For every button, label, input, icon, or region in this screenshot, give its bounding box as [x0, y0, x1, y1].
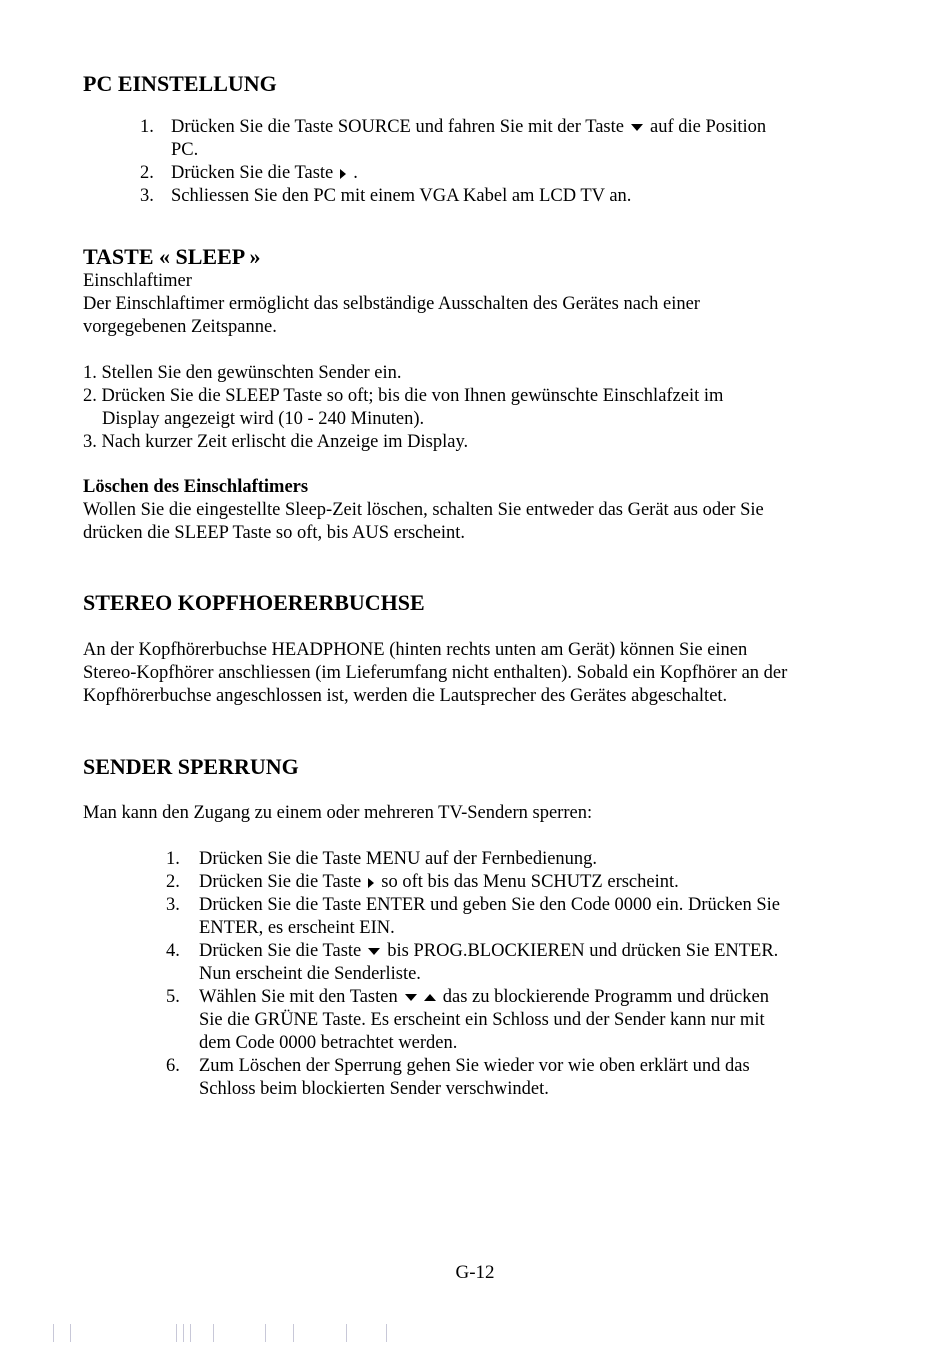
list-item: 4. Drücken Sie die Taste bis PROG.BLOCKIEREN und drücken Sie ENTER. Nun erscheint die Senderliste.: [166, 941, 779, 984]
list-item: 3. Schliessen Sie den PC mit einem VGA Kabel am LCD TV an.: [140, 186, 632, 206]
sleep-section: [83, 270, 873, 339]
arrow-up-icon: [424, 994, 436, 1001]
list-item: 5. Wählen Sie mit den Tasten das zu blockierende Programm und drücken Sie die GRÜNE Taste. Es erscheint ein Schloss und der Sender kann nur mit dem Code 0000 betrachtet werden.: [166, 987, 769, 1053]
heading-pc: PC EINSTELLUNG: [83, 71, 277, 96]
list-item: 1. Stellen Sie den gewünschten Sender ein.: [83, 363, 402, 383]
sleep-clear-line: drücken die SLEEP Taste so oft, bis AUS erscheint.: [83, 523, 466, 543]
heading-sleep: TASTE « SLEEP »: [83, 244, 261, 269]
sleep-steps: [83, 362, 873, 454]
list-item: 3. Drücken Sie die Taste ENTER und geben Sie den Code 0000 ein. Drücken Sie ENTER, es erscheint EIN.: [166, 895, 780, 938]
list-item: 2. Drücken Sie die Taste .: [140, 163, 358, 183]
sleep-clear-line: Wollen Sie die eingestellte Sleep-Zeit löschen, schalten Sie entweder das Gerät aus oder Sie: [83, 500, 764, 520]
arrow-right-icon: [368, 878, 374, 888]
sleep-clear: [83, 476, 873, 545]
headphone-text: An der Kopfhörerbuchse HEADPHONE (hinten rechts unten am Gerät) können Sie einen Stereo-Kopfhörer anschliessen (im Lieferumfang nicht enthalten). Sobald ein Kopfhörer an der Kopfhörerbuchse angeschlossen ist, werden die Lautsprecher des Gerätes abgeschaltet.: [83, 640, 788, 706]
list-item: 1. Drücken Sie die Taste SOURCE und fahren Sie mit der Taste auf die Position PC.: [140, 117, 767, 160]
sleep-intro-line: Der Einschlaftimer ermöglicht das selbständige Ausschalten des Gerätes nach einer: [83, 294, 700, 314]
lock-list: [83, 848, 873, 1101]
list-item: 3. Nach kurzer Zeit erlischt die Anzeige im Display.: [83, 432, 469, 452]
scan-marks: [0, 1324, 950, 1344]
arrow-down-icon: [368, 948, 380, 955]
list-item: 2. Drücken Sie die Taste so oft bis das Menu SCHUTZ erscheint.: [166, 872, 679, 892]
list-item-cont: Display angezeigt wird (10 - 240 Minuten).: [102, 409, 425, 429]
lock-intro: Man kann den Zugang zu einem oder mehreren TV-Sendern sperren:: [83, 803, 593, 823]
sleep-subtitle: Einschlaftimer: [83, 271, 192, 291]
heading-lock: SENDER SPERRUNG: [83, 754, 299, 779]
sleep-clear-heading: Löschen des Einschlaftimers: [83, 477, 309, 497]
arrow-down-icon: [631, 124, 643, 131]
page-number: G-12: [455, 1262, 495, 1283]
arrow-down-icon: [405, 994, 417, 1001]
list-item: 1. Drücken Sie die Taste MENU auf der Fernbedienung.: [166, 849, 598, 869]
pc-list: [83, 116, 873, 208]
heading-headphone: STEREO KOPFHOERERBUCHSE: [83, 590, 425, 615]
list-item: 2. Drücken Sie die SLEEP Taste so oft; bis die von Ihnen gewünschte Einschlafzeit im: [83, 386, 724, 406]
sleep-intro-line: vorgegebenen Zeitspanne.: [83, 317, 277, 337]
arrow-right-icon: [340, 169, 346, 179]
list-item: 6. Zum Löschen der Sperrung gehen Sie wieder vor wie oben erklärt und das Schloss beim blockierten Sender verschwindet.: [166, 1056, 750, 1099]
